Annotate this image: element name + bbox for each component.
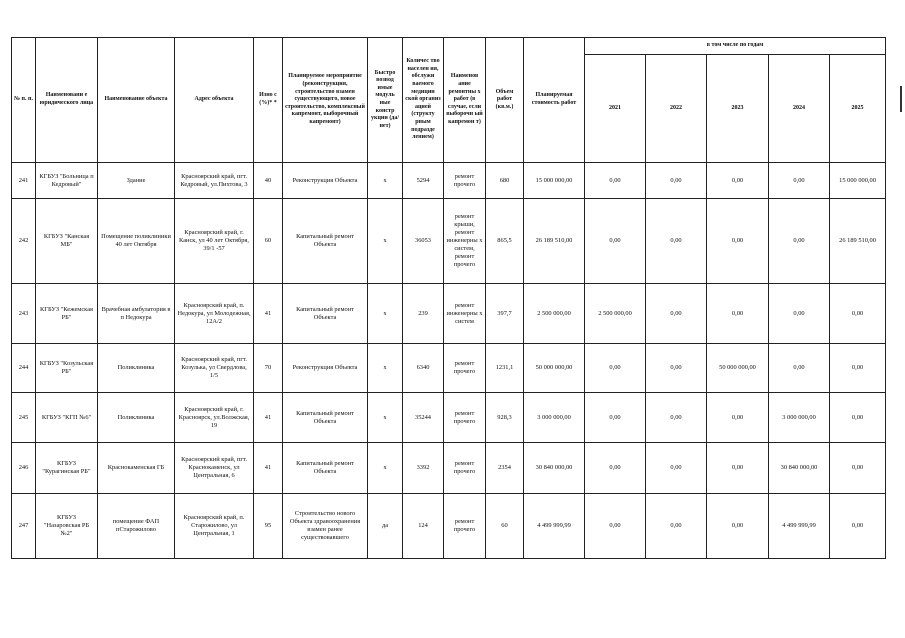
cell-modular: х xyxy=(368,443,403,494)
cell-population: 6340 xyxy=(403,344,444,393)
cell-2023: 0,00 xyxy=(707,494,769,559)
cell-works: ремонт крыши, ремонт инженерны х систем, ремонт прочего xyxy=(444,199,486,284)
header-volume: Объем работ (кв.м.) xyxy=(486,38,524,163)
cell-address: Красноярский край, пгт. Козулька, ул Свердлова, 1/5 xyxy=(175,344,254,393)
page-edge-mark xyxy=(900,86,902,112)
cell-2023: 0,00 xyxy=(707,393,769,443)
header-entity: Наименовани е юридического лица xyxy=(36,38,98,163)
cell-measure: Капитальный ремонт Объекта xyxy=(283,443,368,494)
cell-wear: 60 xyxy=(254,199,283,284)
cell-measure: Капитальный ремонт Объекта xyxy=(283,284,368,344)
cell-2024: 0,00 xyxy=(769,163,830,199)
cell-address: Красноярский край, п. Недокура, ул Молодежная, 12А/2 xyxy=(175,284,254,344)
cell-address: Красноярский край, пгт. Кедровый, ул.Пихтова, 3 xyxy=(175,163,254,199)
cell-modular: х xyxy=(368,284,403,344)
cell-object: Врачебная амбулатория в п Недокура xyxy=(98,284,175,344)
cell-cost: 50 000 000,00 xyxy=(524,344,585,393)
cell-2025: 0,00 xyxy=(830,443,886,494)
cell-num: 246 xyxy=(12,443,36,494)
cell-entity: КГБУЗ "Козульская РБ" xyxy=(36,344,98,393)
cell-modular: х xyxy=(368,199,403,284)
works-table xyxy=(11,37,886,559)
cell-2025: 0,00 xyxy=(830,284,886,344)
cell-cost: 2 500 000,00 xyxy=(524,284,585,344)
cell-object: Поликлиника xyxy=(98,344,175,393)
cell-2025: 15 000 000,00 xyxy=(830,163,886,199)
header-object: Наименование объекта xyxy=(98,38,175,163)
cell-wear: 70 xyxy=(254,344,283,393)
cell-cost: 15 000 000,00 xyxy=(524,163,585,199)
header-year-2021: 2021 xyxy=(585,55,646,163)
cell-measure: Капитальный ремонт Объекта xyxy=(283,199,368,284)
cell-object: Помещение поликлиники 40 лет Октября xyxy=(98,199,175,284)
cell-2023: 50 000 000,00 xyxy=(707,344,769,393)
cell-2021: 0,00 xyxy=(585,393,646,443)
cell-2022: 0,00 xyxy=(646,443,707,494)
cell-works: ремонт прочего xyxy=(444,163,486,199)
cell-population: 36053 xyxy=(403,199,444,284)
cell-modular: х xyxy=(368,393,403,443)
cell-2023: 0,00 xyxy=(707,443,769,494)
cell-2024: 30 840 000,00 xyxy=(769,443,830,494)
cell-object: Поликлиника xyxy=(98,393,175,443)
header-num: № п. п. xyxy=(12,38,36,163)
cell-num: 244 xyxy=(12,344,36,393)
cell-wear: 41 xyxy=(254,284,283,344)
cell-2022: 0,00 xyxy=(646,163,707,199)
cell-address: Красноярский край, г. Красноярск, ул.Волжская, 19 xyxy=(175,393,254,443)
cell-address: Красноярский край, пгт. Краснокаменск, ул Центральная, 6 xyxy=(175,443,254,494)
cell-2022: 0,00 xyxy=(646,494,707,559)
cell-population: 239 xyxy=(403,284,444,344)
cell-volume: 928,3 xyxy=(486,393,524,443)
cell-2021: 0,00 xyxy=(585,494,646,559)
cell-2021: 0,00 xyxy=(585,199,646,284)
cell-volume: 397,7 xyxy=(486,284,524,344)
cell-2025: 0,00 xyxy=(830,344,886,393)
cell-population: 124 xyxy=(403,494,444,559)
cell-entity: КГБУЗ "Больница п Кедровый" xyxy=(36,163,98,199)
header-years-group: в том числе по годам xyxy=(585,38,886,55)
header-row xyxy=(12,38,886,55)
cell-2021: 0,00 xyxy=(585,443,646,494)
header-year-2023: 2023 xyxy=(707,55,769,163)
cell-measure: Строительство нового Объекта здравоохранения взамен ранее существовавшего xyxy=(283,494,368,559)
table-row xyxy=(12,494,886,559)
cell-volume: 1231,1 xyxy=(486,344,524,393)
cell-object: помещение ФАП пСтарожилово xyxy=(98,494,175,559)
cell-2021: 0,00 xyxy=(585,344,646,393)
cell-2025: 0,00 xyxy=(830,494,886,559)
cell-num: 242 xyxy=(12,199,36,284)
cell-works: ремонт прочего xyxy=(444,393,486,443)
cell-measure: Капитальный ремонт Объекта xyxy=(283,393,368,443)
cell-modular: х xyxy=(368,163,403,199)
cell-cost: 3 000 000,00 xyxy=(524,393,585,443)
table-row xyxy=(12,199,886,284)
cell-2022: 0,00 xyxy=(646,284,707,344)
header-year-2025: 2025 xyxy=(830,55,886,163)
header-wear: Изно с (%)* * xyxy=(254,38,283,163)
cell-wear: 41 xyxy=(254,393,283,443)
cell-2023: 0,00 xyxy=(707,284,769,344)
header-modular: Быстро возвод имые модуль ные констр укции (да/нет) xyxy=(368,38,403,163)
cell-entity: КГБУЗ "Кежемская РБ" xyxy=(36,284,98,344)
cell-object: Краснокаменская ГБ xyxy=(98,443,175,494)
cell-wear: 41 xyxy=(254,443,283,494)
cell-volume: 865,5 xyxy=(486,199,524,284)
cell-entity: КГБУЗ "Назаровская РБ №2" xyxy=(36,494,98,559)
cell-2025: 26 189 510,00 xyxy=(830,199,886,284)
cell-2024: 3 000 000,00 xyxy=(769,393,830,443)
cell-2021: 2 500 000,00 xyxy=(585,284,646,344)
cell-population: 35244 xyxy=(403,393,444,443)
cell-wear: 95 xyxy=(254,494,283,559)
cell-address: Красноярский край, п. Старожилово, ул Центральная, 1 xyxy=(175,494,254,559)
table-row xyxy=(12,443,886,494)
header-measure: Планируемое мероприятие (реконструкция, строительство взамен существующего, новое строительство, комплексный капремонт, выборочный капремонт) xyxy=(283,38,368,163)
cell-2024: 0,00 xyxy=(769,344,830,393)
cell-works: ремонт прочего xyxy=(444,443,486,494)
cell-2024: 4 499 999,99 xyxy=(769,494,830,559)
cell-num: 243 xyxy=(12,284,36,344)
cell-num: 241 xyxy=(12,163,36,199)
cell-modular: да xyxy=(368,494,403,559)
cell-cost: 26 189 510,00 xyxy=(524,199,585,284)
cell-entity: КГБУЗ "Курагинская РБ" xyxy=(36,443,98,494)
table-row xyxy=(12,284,886,344)
cell-2022: 0,00 xyxy=(646,344,707,393)
cell-2023: 0,00 xyxy=(707,199,769,284)
cell-wear: 40 xyxy=(254,163,283,199)
cell-volume: 2354 xyxy=(486,443,524,494)
cell-entity: КГБУЗ "КГП №6" xyxy=(36,393,98,443)
cell-2025: 0,00 xyxy=(830,393,886,443)
cell-population: 5294 xyxy=(403,163,444,199)
table-row xyxy=(12,163,886,199)
header-cost: Планируемая стоимость работ xyxy=(524,38,585,163)
cell-volume: 60 xyxy=(486,494,524,559)
cell-address: Красноярский край, г. Канск, ул 40 лет Октября, 39/1 -57 xyxy=(175,199,254,284)
cell-measure: Реконструкция Объекта xyxy=(283,163,368,199)
table-row xyxy=(12,344,886,393)
cell-population: 3392 xyxy=(403,443,444,494)
cell-entity: КГБУЗ "Канская МБ" xyxy=(36,199,98,284)
cell-works: ремонт инженерны х систем xyxy=(444,284,486,344)
cell-2024: 0,00 xyxy=(769,199,830,284)
cell-cost: 4 499 999,99 xyxy=(524,494,585,559)
cell-num: 247 xyxy=(12,494,36,559)
cell-2022: 0,00 xyxy=(646,199,707,284)
cell-volume: 680 xyxy=(486,163,524,199)
table-row xyxy=(12,393,886,443)
header-year-2024: 2024 xyxy=(769,55,830,163)
header-population: Количес тво населен ия, обслужи ваемого медицин ской организ ацией (структу рным подразде лением) xyxy=(403,38,444,163)
cell-2022: 0,00 xyxy=(646,393,707,443)
header-year-2022: 2022 xyxy=(646,55,707,163)
cell-2023: 0,00 xyxy=(707,163,769,199)
cell-cost: 30 840 000,00 xyxy=(524,443,585,494)
cell-measure: Реконструкция Объекта xyxy=(283,344,368,393)
cell-modular: х xyxy=(368,344,403,393)
cell-object: Здание xyxy=(98,163,175,199)
header-address: Адрес объекта xyxy=(175,38,254,163)
cell-works: ремонт прочего xyxy=(444,344,486,393)
cell-2021: 0,00 xyxy=(585,163,646,199)
header-works: Наименов ание ремонтны х работ (в случае, если выборочн ый капремон т) xyxy=(444,38,486,163)
cell-num: 245 xyxy=(12,393,36,443)
cell-2024: 0,00 xyxy=(769,284,830,344)
cell-works: ремонт прочего xyxy=(444,494,486,559)
